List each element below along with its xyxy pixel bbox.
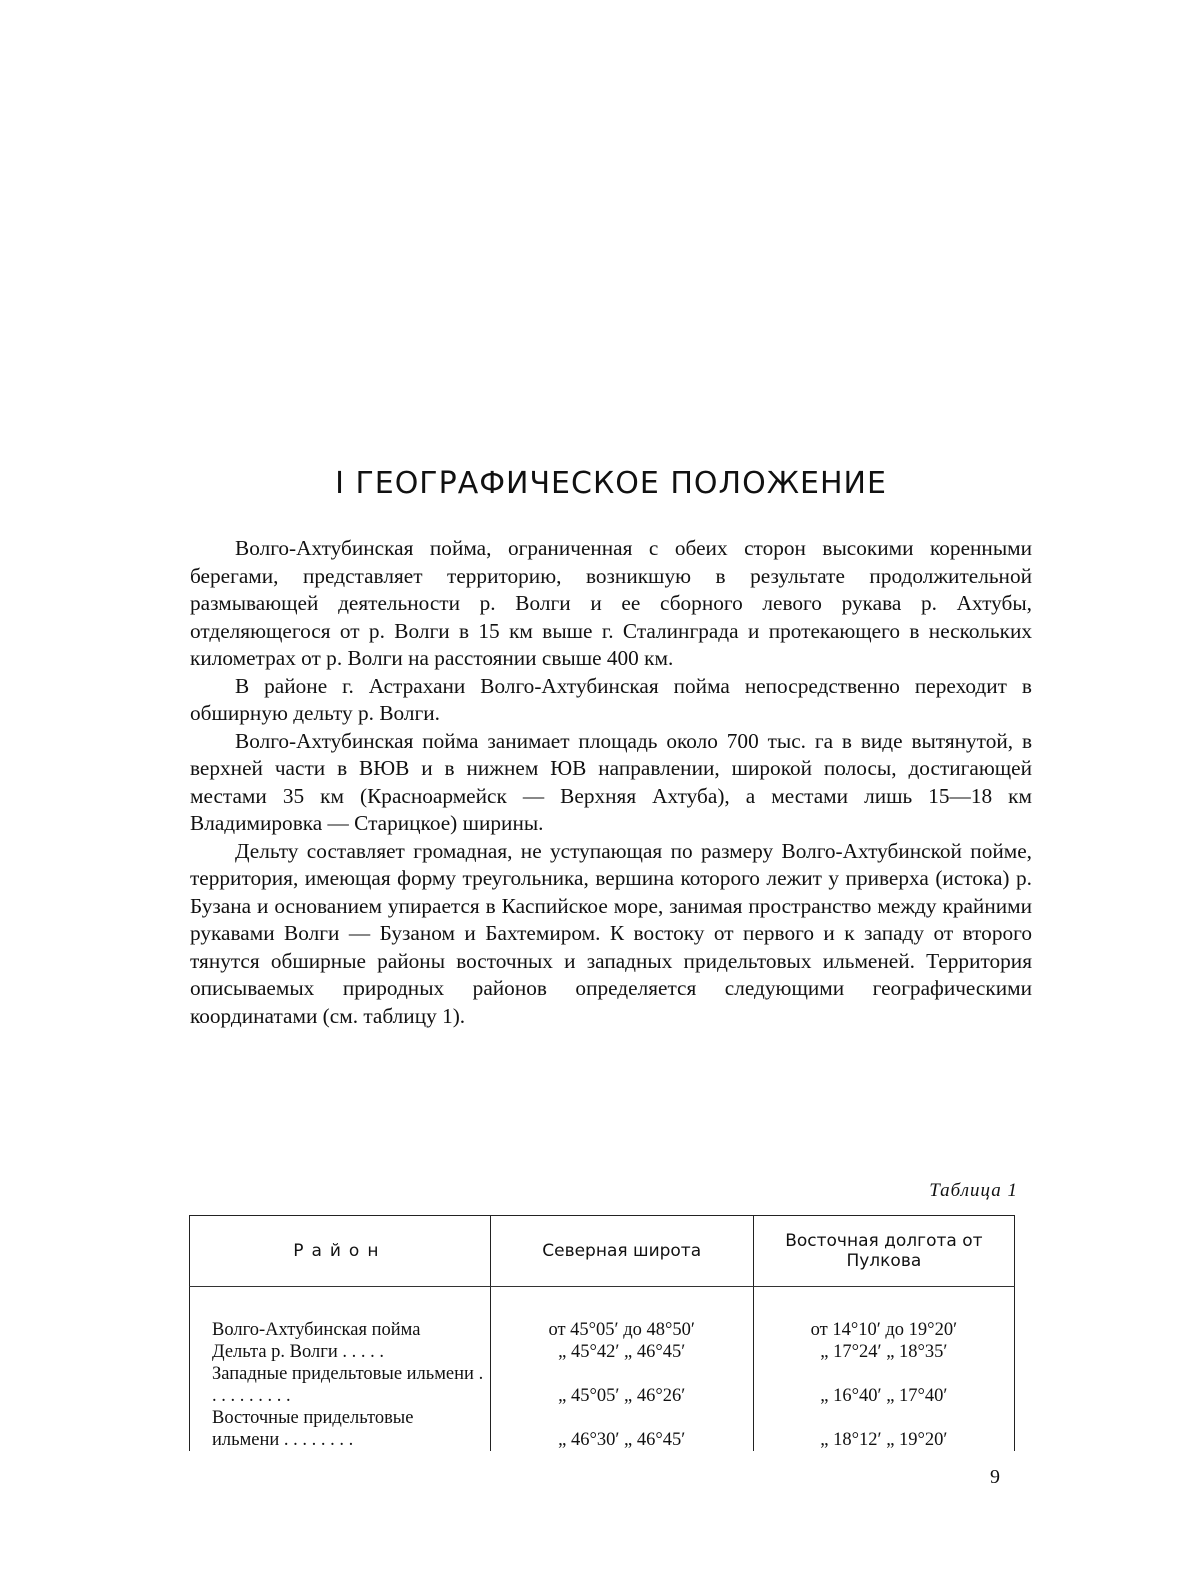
header-region: Район [190, 1216, 491, 1287]
paragraph: Дельту составляет громадная, не уступающая по размеру Волго-Ахтубинской пойме, территория, имеющая форму треугольника, вершина которого лежит у приверха (истока) р. Бузана и основанием упирается в Каспийское море, занимая пространство между крайними рукавами Волги — Бузаном и Бахтемиром. К востоку от первого и к западу от второго тянутся обширные районы восточных и западных придельтовых ильменей. Территория описываемых природных районов определяется следующими географическими координатами (см. таблицу 1). [190, 838, 1032, 1028]
latitude-cell: „ 45°05′ „ 46°26′ [490, 1363, 753, 1407]
longitude-cell: „ 18°12′ „ 19°20′ [753, 1407, 1014, 1451]
header-latitude: Северная широта [490, 1216, 753, 1287]
latitude-cell: „ 46°30′ „ 46°45′ [490, 1407, 753, 1451]
table-row [190, 1319, 1015, 1341]
region-cell: Западные придельтовые ильмени . . . . . . . . . . [190, 1363, 491, 1407]
table-row [190, 1341, 1015, 1363]
coordinates-table [189, 1215, 1015, 1451]
paragraph: Волго-Ахтубинская пойма, ограниченная с обеих сторон высокими коренными берегами, представляет территорию, возникшую в результате продолжительной размывающей деятельности р. Волги и ее сборного левого рукава р. Ахтубы, отделяющегося от р. Волги в 15 км выше г. Сталинграда и протекающего в нескольких километрах от р. Волги на расстоянии свыше 400 км. [190, 536, 1032, 670]
longitude-cell: „ 17°24′ „ 18°35′ [753, 1341, 1014, 1363]
chapter-heading: I ГЕОГРАФИЧЕСКОЕ ПОЛОЖЕНИЕ [335, 466, 887, 501]
region-cell: Восточные придельтовые ильмени . . . . . . . . [190, 1407, 491, 1451]
body-text [190, 535, 1032, 1030]
longitude-cell: от 14°10′ до 19°20′ [753, 1319, 1014, 1341]
longitude-cell: „ 16°40′ „ 17°40′ [753, 1363, 1014, 1407]
paragraph: В районе г. Астрахани Волго-Ахтубинская пойма непосредственно переходит в обширную дельту р. Волги. [190, 673, 1032, 725]
paragraph: Волго-Ахтубинская пойма занимает площадь около 700 тыс. га в виде вытянутой, в верхней части в ВЮВ и в нижнем ЮВ направлении, широкой полосы, достигающей местами 35 км (Красноармейск — Верхняя Ахтуба), а местами лишь 15—18 км Владимировка — Старицкое) ширины. [190, 728, 1032, 835]
table-caption: Таблица 1 [929, 1180, 1018, 1201]
latitude-cell: „ 45°42′ „ 46°45′ [490, 1341, 753, 1363]
table-row [190, 1363, 1015, 1407]
table-header-row [190, 1216, 1015, 1287]
region-cell: Волго-Ахтубинская пойма [190, 1319, 491, 1341]
latitude-cell: от 45°05′ до 48°50′ [490, 1319, 753, 1341]
header-longitude: Восточная долгота от Пулкова [753, 1216, 1014, 1287]
region-cell: Дельта р. Волги . . . . . [190, 1341, 491, 1363]
page-number: 9 [990, 1466, 1000, 1488]
table-row [190, 1407, 1015, 1451]
